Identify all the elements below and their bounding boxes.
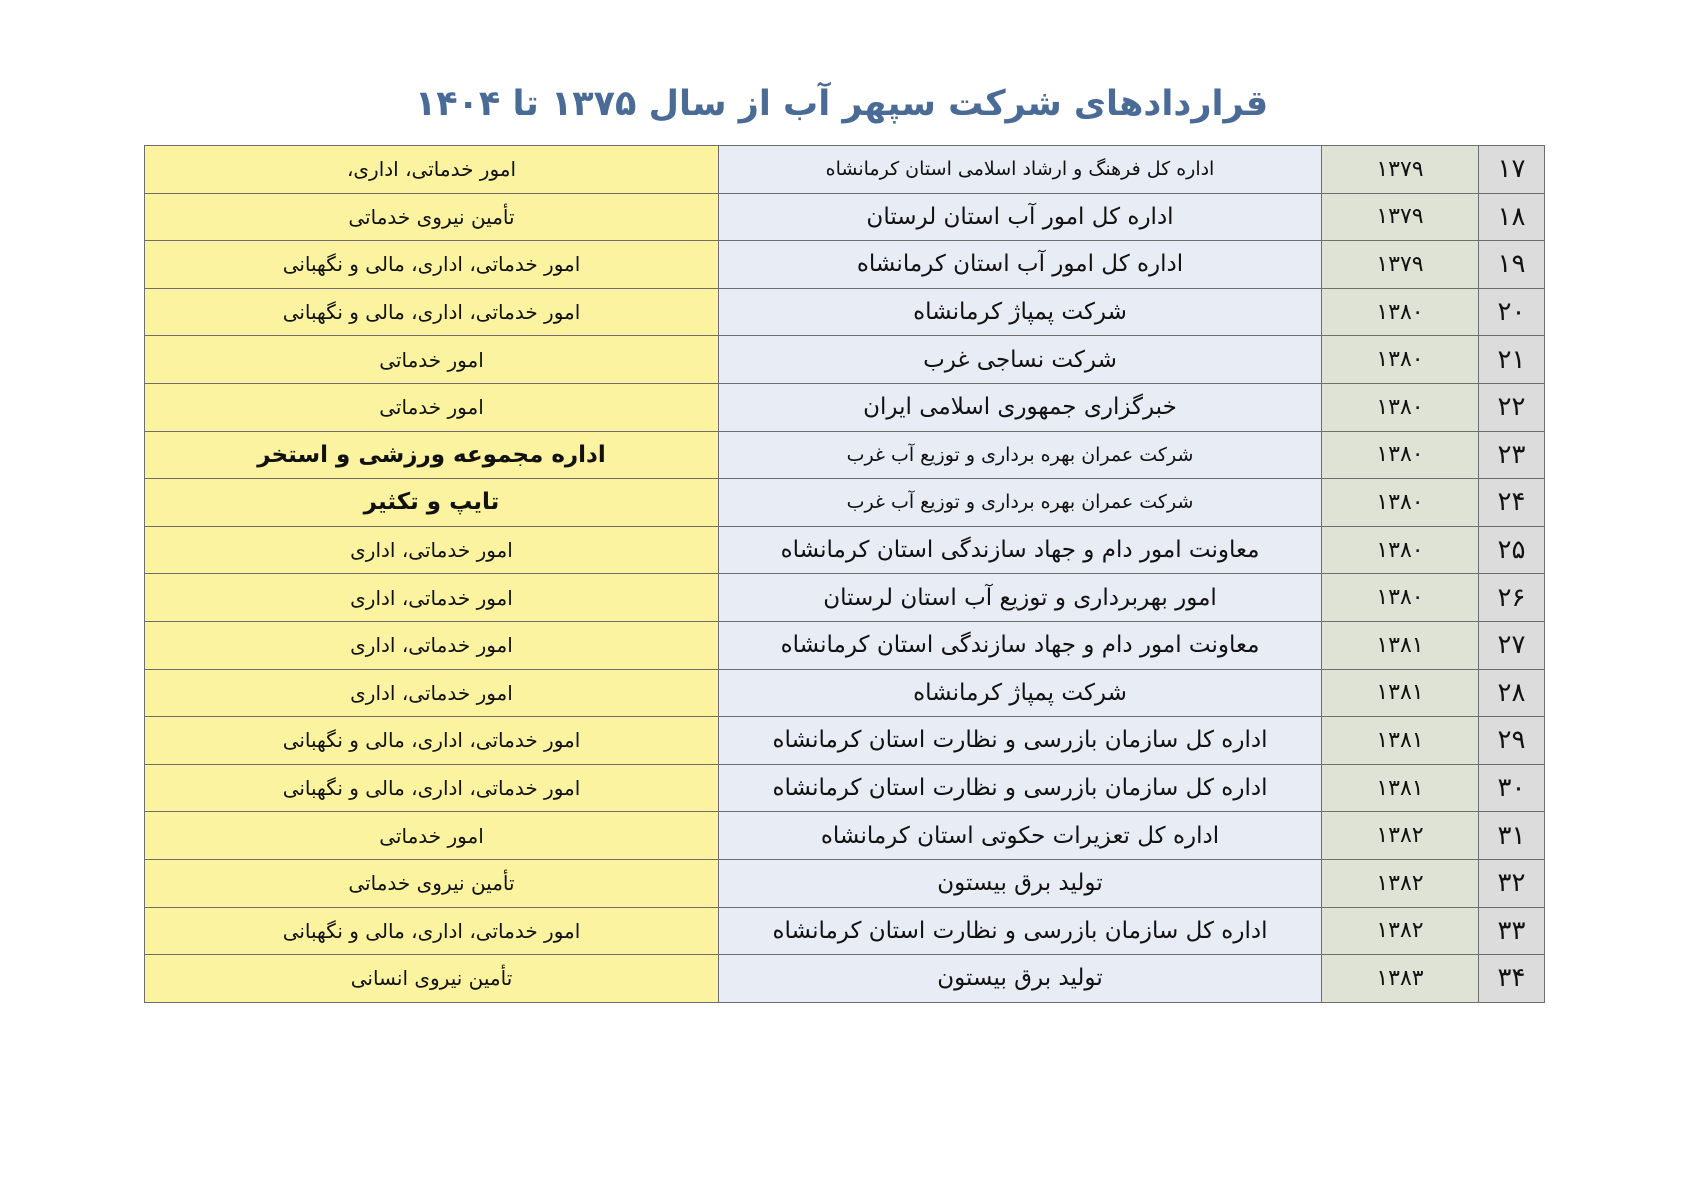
service-cell: امور خدماتی، اداری، مالی و نگهبانی <box>145 288 719 336</box>
organization-cell: شرکت پمپاژ کرمانشاه <box>719 288 1322 336</box>
table-row <box>145 146 1545 194</box>
row-number-cell: ۲۵ <box>1479 526 1545 574</box>
organization-cell: اداره کل فرهنگ و ارشاد اسلامی استان کرمانشاه <box>719 146 1322 194</box>
row-number-cell: ۲۰ <box>1479 288 1545 336</box>
row-number-cell: ۲۲ <box>1479 383 1545 431</box>
contract-year-cell: ۱۳۸۰ <box>1322 479 1479 527</box>
organization-cell: شرکت پمپاژ کرمانشاه <box>719 669 1322 717</box>
organization-cell: تولید برق بیستون <box>719 859 1322 907</box>
service-cell: امور خدماتی، اداری، مالی و نگهبانی <box>145 717 719 765</box>
row-number-cell: ۱۷ <box>1479 146 1545 194</box>
organization-cell: تولید برق بیستون <box>719 955 1322 1003</box>
table-row <box>145 859 1545 907</box>
service-cell: امور خدماتی، اداری، مالی و نگهبانی <box>145 241 719 289</box>
row-number-cell: ۱۹ <box>1479 241 1545 289</box>
contract-year-cell: ۱۳۷۹ <box>1322 146 1479 194</box>
page-title: قراردادهای شرکت سپهر آب از سال ۱۳۷۵ تا ۱۴۰۴ <box>414 84 1269 124</box>
contract-year-cell: ۱۳۸۰ <box>1322 526 1479 574</box>
organization-cell: معاونت امور دام و جهاد سازندگی استان کرمانشاه <box>719 526 1322 574</box>
row-number-cell: ۳۴ <box>1479 955 1545 1003</box>
row-number-cell: ۲۶ <box>1479 574 1545 622</box>
service-cell: تأمین نیروی خدماتی <box>145 859 719 907</box>
service-cell: امور خدماتی، اداری <box>145 526 719 574</box>
service-cell: امور خدماتی، اداری، <box>145 146 719 194</box>
organization-cell: اداره کل سازمان بازرسی و نظارت استان کرمانشاه <box>719 907 1322 955</box>
table-row <box>145 621 1545 669</box>
contract-year-cell: ۱۳۸۲ <box>1322 859 1479 907</box>
service-cell: امور خدماتی <box>145 812 719 860</box>
organization-cell: معاونت امور دام و جهاد سازندگی استان کرمانشاه <box>719 621 1322 669</box>
table-row <box>145 383 1545 431</box>
contracts-table <box>144 145 1545 1003</box>
table-row <box>145 717 1545 765</box>
contract-year-cell: ۱۳۸۱ <box>1322 764 1479 812</box>
table-row <box>145 907 1545 955</box>
row-number-cell: ۳۲ <box>1479 859 1545 907</box>
contract-year-cell: ۱۳۸۳ <box>1322 955 1479 1003</box>
organization-cell: شرکت نساجی غرب <box>719 336 1322 384</box>
organization-cell: شرکت عمران بهره برداری و توزیع آب غرب <box>719 479 1322 527</box>
table-row <box>145 526 1545 574</box>
service-cell: اداره مجموعه ورزشی و استخر <box>145 431 719 479</box>
contract-year-cell: ۱۳۸۱ <box>1322 717 1479 765</box>
row-number-cell: ۳۰ <box>1479 764 1545 812</box>
organization-cell: امور بهربرداری و توزیع آب استان لرستان <box>719 574 1322 622</box>
contract-year-cell: ۱۳۸۰ <box>1322 336 1479 384</box>
table-row <box>145 764 1545 812</box>
table-row <box>145 241 1545 289</box>
service-cell: امور خدماتی، اداری، مالی و نگهبانی <box>145 764 719 812</box>
service-cell: امور خدماتی، اداری <box>145 669 719 717</box>
contract-year-cell: ۱۳۸۰ <box>1322 431 1479 479</box>
row-number-cell: ۳۱ <box>1479 812 1545 860</box>
row-number-cell: ۲۱ <box>1479 336 1545 384</box>
table-body <box>145 146 1545 1003</box>
contract-year-cell: ۱۳۸۰ <box>1322 288 1479 336</box>
row-number-cell: ۲۹ <box>1479 717 1545 765</box>
table-row <box>145 669 1545 717</box>
table-row <box>145 288 1545 336</box>
contract-year-cell: ۱۳۸۰ <box>1322 383 1479 431</box>
contract-year-cell: ۱۳۸۲ <box>1322 907 1479 955</box>
table-row <box>145 193 1545 241</box>
contract-year-cell: ۱۳۸۱ <box>1322 669 1479 717</box>
table-row <box>145 336 1545 384</box>
organization-cell: شرکت عمران بهره برداری و توزیع آب غرب <box>719 431 1322 479</box>
service-cell: امور خدماتی، اداری <box>145 574 719 622</box>
service-cell: تایپ و تکثیر <box>145 479 719 527</box>
service-cell: تأمین نیروی انسانی <box>145 955 719 1003</box>
contract-year-cell: ۱۳۸۰ <box>1322 574 1479 622</box>
service-cell: امور خدماتی <box>145 336 719 384</box>
row-number-cell: ۳۳ <box>1479 907 1545 955</box>
organization-cell: اداره کل سازمان بازرسی و نظارت استان کرمانشاه <box>719 764 1322 812</box>
contract-year-cell: ۱۳۸۱ <box>1322 621 1479 669</box>
organization-cell: اداره کل تعزیرات حکوتی استان کرمانشاه <box>719 812 1322 860</box>
row-number-cell: ۲۳ <box>1479 431 1545 479</box>
row-number-cell: ۱۸ <box>1479 193 1545 241</box>
service-cell: تأمین نیروی خدماتی <box>145 193 719 241</box>
service-cell: امور خدماتی <box>145 383 719 431</box>
table-row <box>145 574 1545 622</box>
table-row <box>145 812 1545 860</box>
table-row <box>145 955 1545 1003</box>
row-number-cell: ۲۷ <box>1479 621 1545 669</box>
table-row <box>145 479 1545 527</box>
row-number-cell: ۲۸ <box>1479 669 1545 717</box>
organization-cell: اداره کل سازمان بازرسی و نظارت استان کرمانشاه <box>719 717 1322 765</box>
organization-cell: اداره کل امور آب استان لرستان <box>719 193 1322 241</box>
row-number-cell: ۲۴ <box>1479 479 1545 527</box>
table-row <box>145 431 1545 479</box>
organization-cell: اداره کل امور آب استان کرمانشاه <box>719 241 1322 289</box>
organization-cell: خبرگزاری جمهوری اسلامی ایران <box>719 383 1322 431</box>
service-cell: امور خدماتی، اداری، مالی و نگهبانی <box>145 907 719 955</box>
service-cell: امور خدماتی، اداری <box>145 621 719 669</box>
contract-year-cell: ۱۳۷۹ <box>1322 193 1479 241</box>
contract-year-cell: ۱۳۷۹ <box>1322 241 1479 289</box>
contract-year-cell: ۱۳۸۲ <box>1322 812 1479 860</box>
